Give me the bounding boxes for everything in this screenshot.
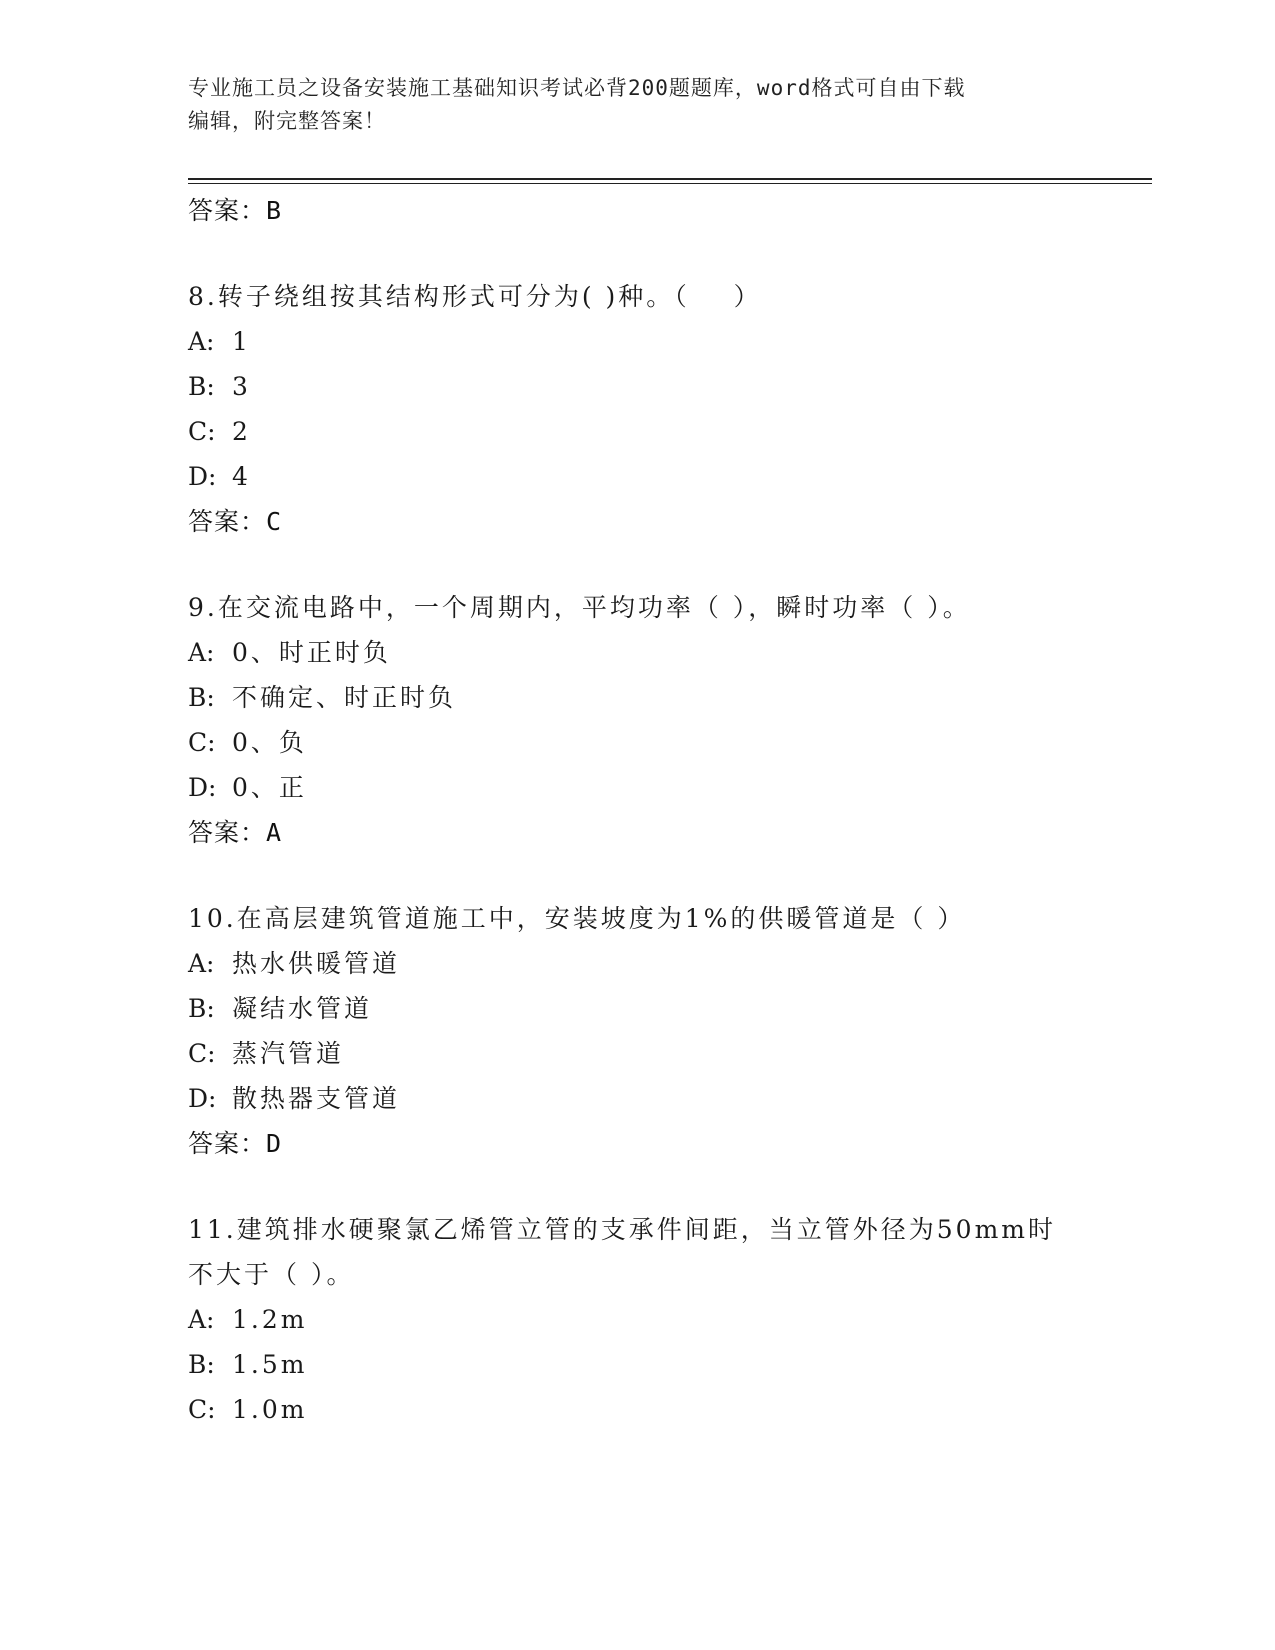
option-letter: C: xyxy=(188,728,216,757)
option-letter: C: xyxy=(188,1395,216,1424)
option-letter: C: xyxy=(188,1039,216,1068)
option-text: 4 xyxy=(232,462,251,491)
option-letter: D: xyxy=(188,773,217,802)
option-text: 1.5m xyxy=(232,1350,308,1379)
option-b xyxy=(188,1342,1152,1387)
option-a xyxy=(188,1297,1152,1342)
question-text: 11.建筑排水硬聚氯乙烯管立管的支承件间距，当立管外径为50mm时不大于（ ）。 xyxy=(188,1215,1056,1289)
option-text: 2 xyxy=(232,417,251,446)
option-d xyxy=(188,765,1152,810)
option-letter: D: xyxy=(188,462,217,491)
option-text: 1.2m xyxy=(232,1305,308,1334)
option-letter: B: xyxy=(188,372,215,401)
header-line-1: 专业施工员之设备安装施工基础知识考试必背200题题库，word格式可自由下载 xyxy=(188,76,966,100)
option-letter: C: xyxy=(188,417,216,446)
option-letter: A: xyxy=(188,949,215,978)
option-letter: D: xyxy=(188,1084,217,1113)
option-text: 热水供暖管道 xyxy=(232,949,401,978)
option-a xyxy=(188,941,1152,986)
option-letter: A: xyxy=(188,1305,215,1334)
option-text: 0、负 xyxy=(232,728,307,757)
option-letter: B: xyxy=(188,994,215,1023)
option-letter: B: xyxy=(188,1350,215,1379)
question-9 xyxy=(188,585,1152,856)
option-d xyxy=(188,1076,1152,1121)
question-8 xyxy=(188,274,1152,545)
question-11 xyxy=(188,1207,1152,1432)
option-a xyxy=(188,630,1152,675)
question-list xyxy=(188,188,1152,1432)
header-divider xyxy=(188,178,1152,184)
option-c xyxy=(188,720,1152,765)
option-c xyxy=(188,1387,1152,1432)
option-b xyxy=(188,986,1152,1031)
option-b xyxy=(188,675,1152,720)
option-letter: A: xyxy=(188,327,215,356)
option-text: 3 xyxy=(232,372,251,401)
answer-label: 答案：C xyxy=(188,507,283,536)
option-text: 0、正 xyxy=(232,773,307,802)
option-text: 散热器支管道 xyxy=(232,1084,401,1113)
option-letter: A: xyxy=(188,638,215,667)
question-10 xyxy=(188,896,1152,1167)
document-header xyxy=(188,72,1088,138)
option-text: 蒸汽管道 xyxy=(232,1039,345,1068)
option-text: 1.0m xyxy=(232,1395,308,1424)
option-text: 不确定、时正时负 xyxy=(232,683,457,712)
answer-label: 答案：A xyxy=(188,818,283,847)
option-text: 凝结水管道 xyxy=(232,994,373,1023)
answer-label: 答案：D xyxy=(188,1129,283,1158)
option-a xyxy=(188,319,1152,364)
header-line-2: 编辑，附完整答案！ xyxy=(188,109,386,133)
option-letter: B: xyxy=(188,683,215,712)
question-text: 8.转子绕组按其结构形式可分为( )种。（ ） xyxy=(188,282,762,311)
option-b xyxy=(188,364,1152,409)
question-text: 9.在交流电路中，一个周期内，平均功率（ ），瞬时功率（ ）。 xyxy=(188,593,971,622)
option-c xyxy=(188,409,1152,454)
option-c xyxy=(188,1031,1152,1076)
answer-label: 答案：B xyxy=(188,196,283,225)
question-text: 10.在高层建筑管道施工中，安装坡度为1%的供暖管道是（ ） xyxy=(188,904,966,933)
option-text: 1 xyxy=(232,327,251,356)
option-text: 0、时正时负 xyxy=(232,638,391,667)
option-d xyxy=(188,454,1152,499)
